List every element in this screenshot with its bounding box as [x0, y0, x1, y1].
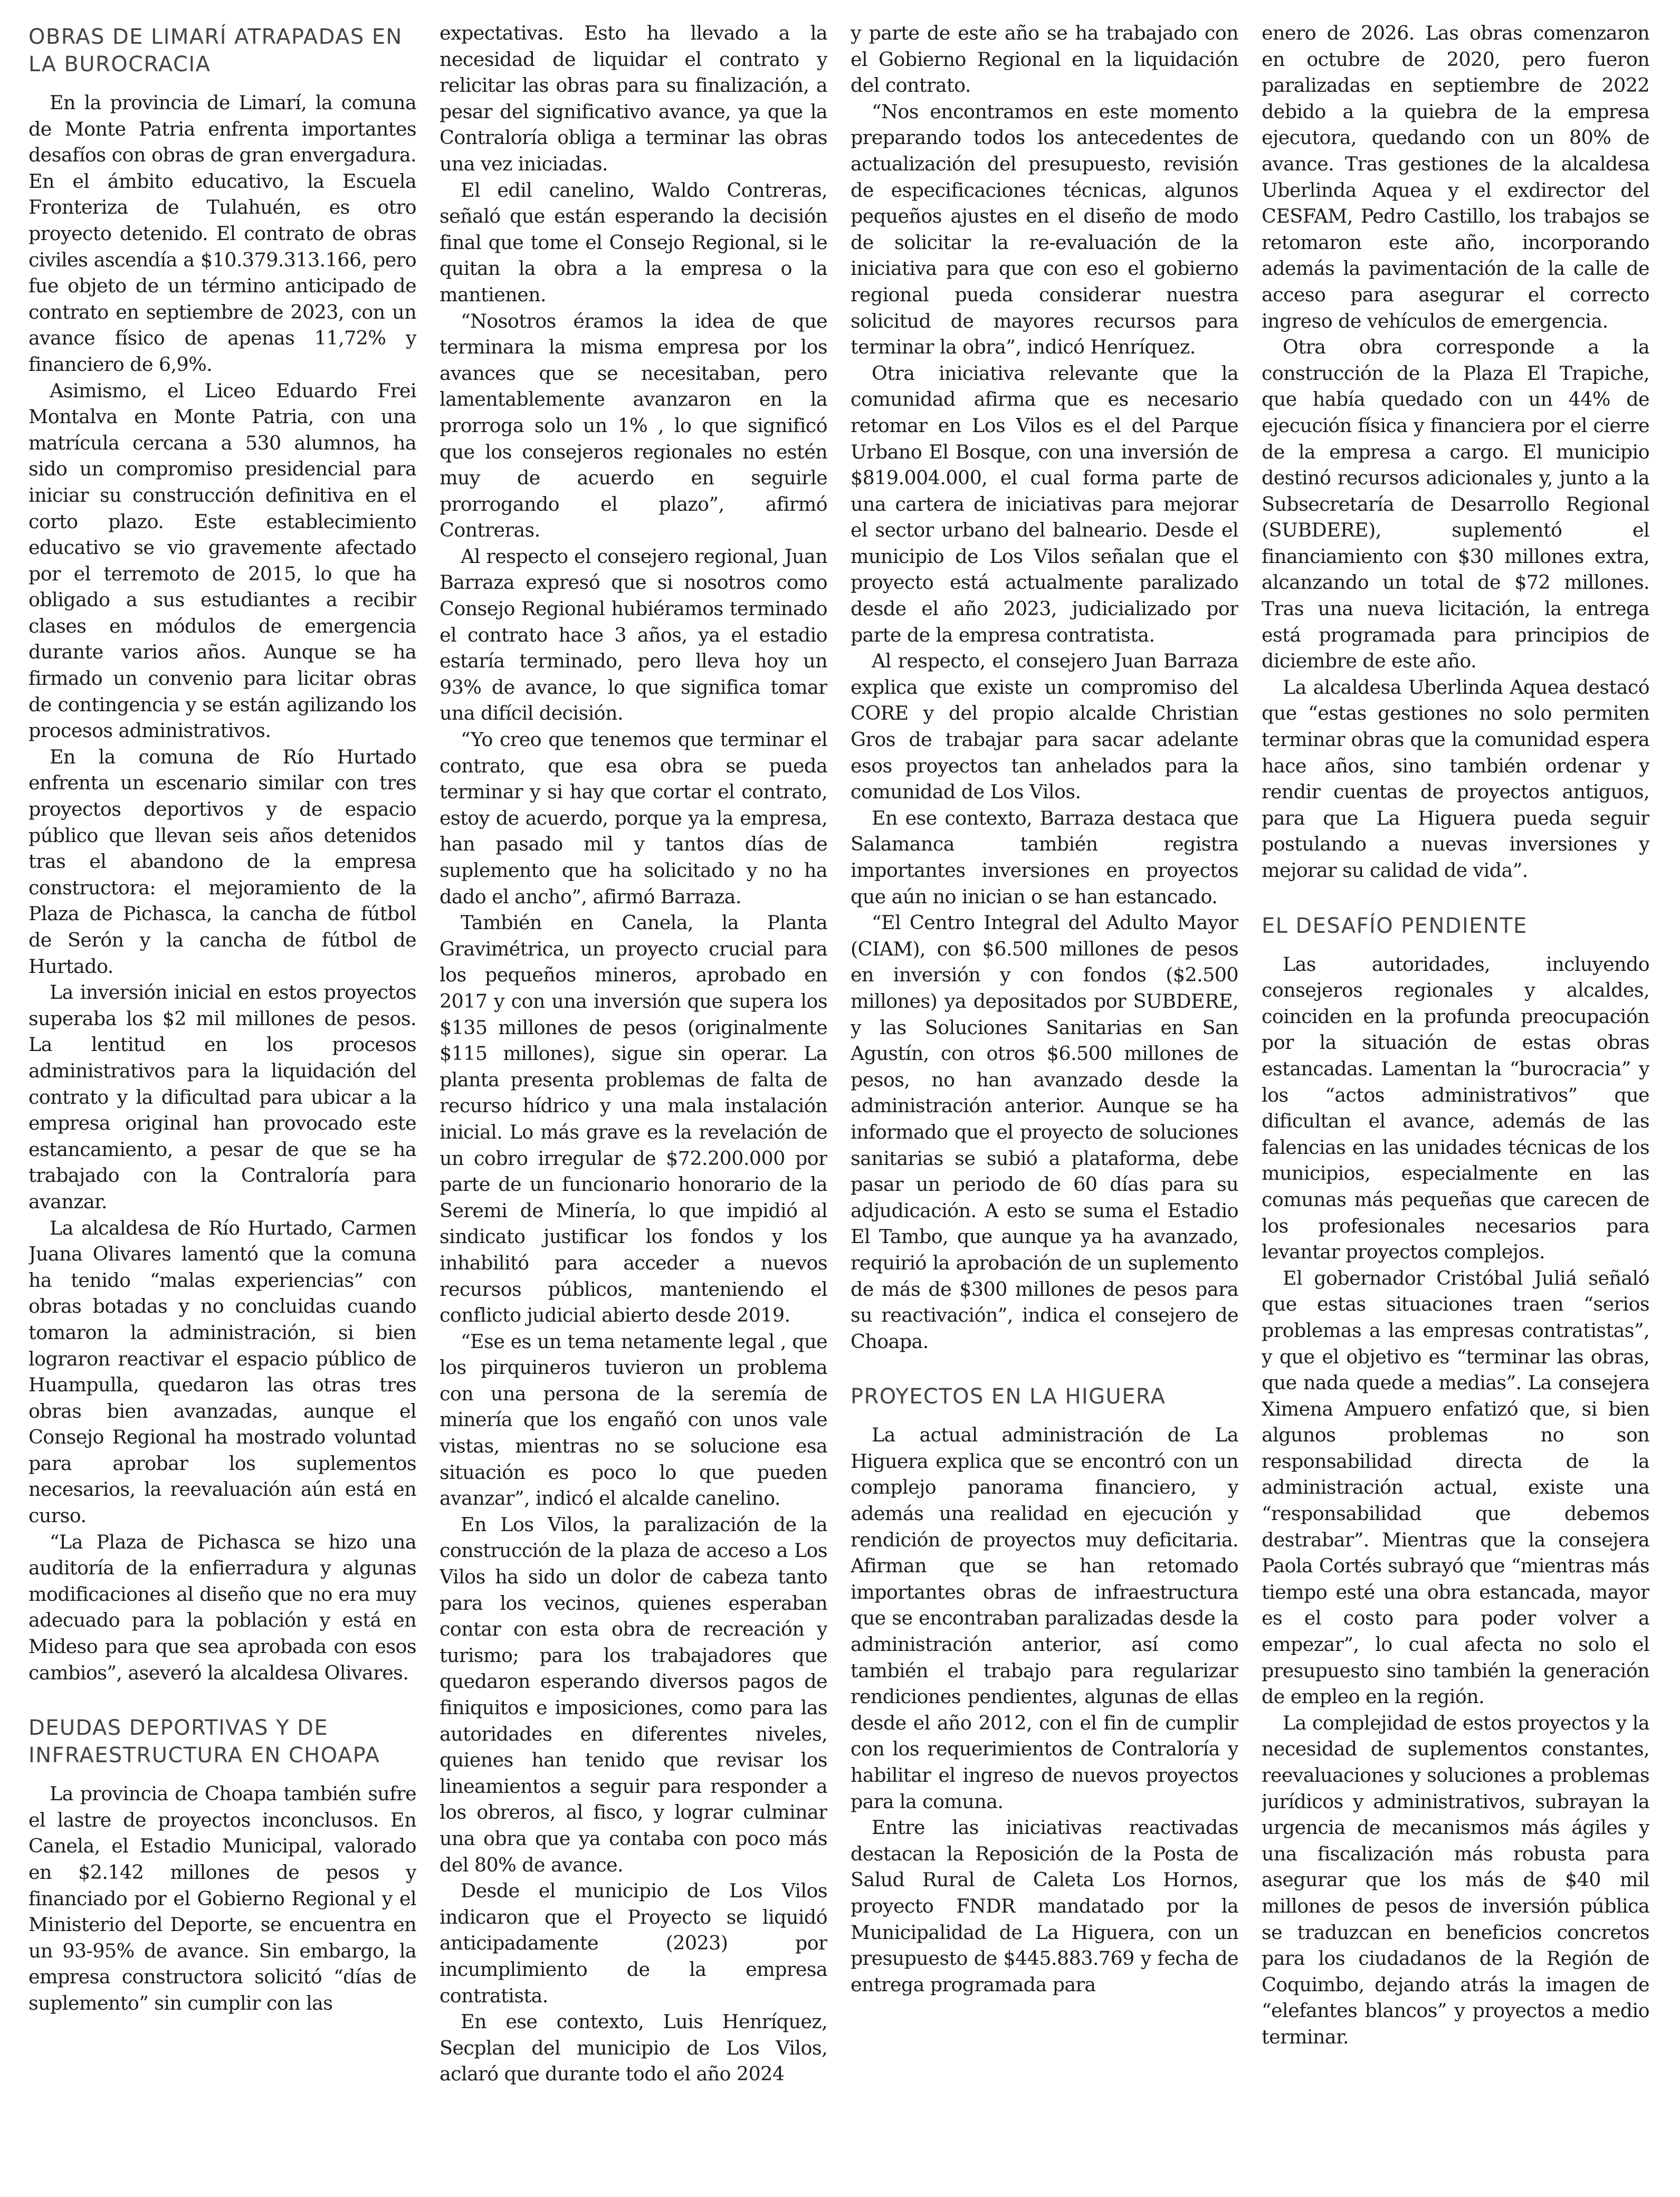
paragraph: “Ese es un tema netamente legal , que los pirquineros tuvieron un problema con una persona de la seremía de minería que los engañó con unos vale vistas, mientras no se solucione esa situación es poco lo que pueden avanzar”, indicó el alcalde canelino. — [440, 1330, 827, 1510]
column-4 — [1262, 20, 1649, 2186]
paragraph: La actual administración de La Higuera explica que se encontró con un complejo panorama financiero, y además una realidad en ejecución y rendición de proyectos muy deficitaria. Afirman que se han retomado importantes obras de infraestructura que se encontraban paralizadas desde la administración anterior, así como también el trabajo para regularizar rendiciones pendientes, algunas de ellas desde el año 2012, con el fin de cumplir con los requerimientos de Contraloría y habilitar el ingreso de nuevos proyectos para la comuna. — [851, 1424, 1238, 1813]
paragraph: En ese contexto, Barraza destaca que Salamanca también registra importantes inversiones en proyectos que aún no inician o se han estancado. — [851, 806, 1238, 908]
paragraph: También en Canela, la Planta Gravimétrica, un proyecto crucial para los pequeños mineros, aprobado en 2017 y con una inversión que supera los $135 millones de pesos (originalmente $115 millones), sigue sin operar. La planta presenta problemas de falta de recurso hídrico y una mala instalación inicial. Lo más grave es la revelación de un cobro irregular de $72.200.000 por parte de un funcionario honorario de la Seremi de Minería, lo que impidió al sindicato justificar los fondos y los inhabilitó para acceder a nuevos recursos públicos, manteniendo el conflicto judicial abierto desde 2019. — [440, 911, 827, 1327]
paragraph: La provincia de Choapa también sufre el lastre de proyectos inconclusos. En Canela, el Estadio Municipal, valorado en $2.142 millones de pesos y financiado por el Gobierno Regional y el Ministerio del Deporte, se encuentra en un 93-95% de avance. Sin embargo, la empresa constructora solicitó “días de suplemento” sin cumplir con las — [28, 1782, 416, 2014]
paragraph: “El Centro Integral del Adulto Mayor (CIAM), con $6.500 millones de pesos en inversión y con fondos ($2.500 millones) ya depositados por SUBDERE, y las Soluciones Sanitarias en San Agustín, con otros $6.500 millones de pesos, no han avanzado desde la administración anterior. Aunque se ha informado que el proyecto de soluciones sanitarias se subió a plataforma, debe pasar un periodo de 60 días para su adjudicación. A esto se suma el Estadio El Tambo, que aunque ya ha avanzado, requirió la aprobación de un suplemento de más de $300 millones de pesos para su reactivación”, indica el consejero de Choapa. — [851, 911, 1238, 1353]
paragraph: La alcaldesa de Río Hurtado, Carmen Juana Olivares lamentó que la comuna ha tenido “malas experiencias” con obras botadas y no concluidas cuando tomaron la administración, si bien lograron reactivar el espacio público de Huampulla, quedaron las otras tres obras bien avanzadas, aunque el Consejo Regional ha mostrado voluntad para aprobar los suplementos necesarios, la reevaluación aún está en curso. — [28, 1216, 416, 1527]
paragraph: Las autoridades, incluyendo consejeros regionales y alcaldes, coinciden en la profunda preocupación por la situación de estas obras estancadas. Lamentan la “burocracia” y los “actos administrativos” que dificultan el avance, además de las falencias en las unidades técnicas de los municipios, especialmente en las comunas más pequeñas que carecen de los profesionales necesarios para levantar proyectos complejos. — [1262, 952, 1649, 1264]
paragraph: Otra iniciativa relevante que la comunidad afirma que es necesario retomar en Los Vilos es el del Parque Urbano El Bosque, con una inversión de $819.004.000, el cual forma parte de una cartera de iniciativas para mejorar el sector urbano del balneario. Desde el municipio de Los Vilos señalan que el proyecto está actualmente paralizado desde el año 2023, judicializado por parte de la empresa contratista. — [851, 361, 1238, 646]
section-heading-desafio: EL DESAFÍO PENDIENTE — [1262, 913, 1528, 938]
paragraph: La complejidad de estos proyectos y la necesidad de suplementos constantes, reevaluaciones y soluciones a problemas jurídicos y administrativos, subrayan la urgencia de mecanismos más ágiles y una fiscalización más robusta para asegurar que los más de $40 mil millones de pesos de inversión pública se traduzcan en beneficios concretos para los ciudadanos de la Región de Coquimbo, dejando atrás la imagen de “elefantes blancos” y proyectos a medio terminar. — [1262, 1711, 1649, 2048]
paragraph: El gobernador Cristóbal Juliá señaló que estas situaciones traen “serios problemas a las empresas contratistas”, y que el objetivo es “terminar las obras, que nada quede a medias”. La consejera Ximena Ampuero enfatizó que, si bien algunos problemas no son responsabilidad directa de la administración actual, existe una “responsabilidad que debemos destrabar”. Mientras que la consejera Paola Cortés subrayó que “mientras más tiempo esté una obra estancada, mayor es el costo para poder volver a empezar”, lo cual afecta no solo el presupuesto sino también la generación de empleo en la región. — [1262, 1266, 1649, 1708]
paragraph: “Nos encontramos en este momento preparando todos los antecedentes de actualización del presupuesto, revisión de especificaciones técnicas, algunos pequeños ajustes en el diseño de modo de solicitar la re-evaluación de la iniciativa para que con eso el gobierno regional pueda considerar nuestra solicitud de mayores recursos para terminar la obra”, indicó Henríquez. — [851, 100, 1238, 359]
paragraph-continued: expectativas. Esto ha llevado a la necesidad de liquidar el contrato y relicitar las obras para su finalización, a pesar del significativo avance, ya que la Contraloría obliga a terminar las obras una vez iniciadas. — [440, 22, 827, 175]
paragraph: Entre las iniciativas reactivadas destacan la Reposición de la Posta de Salud Rural de Caleta Los Hornos, proyecto FNDR mandatado por la Municipalidad de La Higuera, con un presupuesto de $445.883.769 y fecha de entrega programada para — [851, 1816, 1238, 1996]
paragraph: Al respecto, el consejero Juan Barraza explica que existe un compromiso del CORE y del propio alcalde Christian Gros de trabajar para sacar adelante esos proyectos tan anhelados para la comunidad de Los Vilos. — [851, 649, 1238, 804]
paragraph: “Yo creo que tenemos que terminar el contrato, que esa obra se pueda terminar y si hay que cortar el contrato, estoy de acuerdo, porque ya la empresa, han pasado mil y tantos días de suplemento que ha solicitado y no ha dado el ancho”, afirmó Barraza. — [440, 728, 827, 908]
paragraph: Al respecto el consejero regional, Juan Barraza expresó que si nosotros como Consejo Regional hubiéramos terminado el contrato hace 3 años, ya el estadio estaría terminado, pero lleva hoy un 93% de avance, lo que significa tomar una difícil decisión. — [440, 545, 827, 725]
paragraph: En ese contexto, Luis Henríquez, Secplan del municipio de Los Vilos, aclaró que durante todo el año 2024 — [440, 2010, 827, 2086]
paragraph-continued: enero de 2026. Las obras comenzaron en octubre de 2020, pero fueron paralizadas en septiembre de 2022 debido a la quiebra de la empresa ejecutora, quedando con un 80% de avance. Tras gestiones de la alcaldesa Uberlinda Aquea y el exdirector del CESFAM, Pedro Castillo, los trabajos se retomaron este año, incorporando además la pavimentación de la calle de acceso para asegurar el correcto ingreso de vehículos de emergencia. — [1262, 22, 1649, 332]
section-heading-la-higuera: PROYECTOS EN LA HIGUERA — [851, 1384, 1166, 1409]
paragraph: “La Plaza de Pichasca se hizo una auditoría de la enfierradura y algunas modificaciones al diseño que no era muy adecuado para la población y está en Mideso para que sea aprobada con esos cambios”, aseveró la alcaldesa Olivares. — [28, 1530, 416, 1684]
paragraph: En la provincia de Limarí, la comuna de Monte Patria enfrenta importantes desafíos con obras de gran envergadura. En el ámbito educativo, la Escuela Fronteriza de Tulahuén, es otro proyecto detenido. El contrato de obras civiles ascendía a $10.379.313.166, pero fue objeto de un término anticipado de contrato en septiembre de 2023, con un avance físico de apenas 11,72% y financiero de 6,9%. — [28, 91, 416, 376]
paragraph: La inversión inicial en estos proyectos superaba los $2 mil millones de pesos. La lentitud en los procesos administrativos para la liquidación del contrato y la dificultad para ubicar a la empresa original han provocado este estancamiento, a pesar de que se ha trabajado con la Contraloría para avanzar. — [28, 981, 416, 1213]
paragraph: Asimismo, el Liceo Eduardo Frei Montalva en Monte Patria, con una matrícula cercana a 530 alumnos, ha sido un compromiso presidencial para iniciar su construcción definitiva en el corto plazo. Este establecimiento educativo se vio gravemente afectado por el terremoto de 2015, lo que ha obligado a sus estudiantes a recibir clases en módulos de emergencia durante varios años. Aunque se ha firmado un convenio para licitar obras de contingencia y se están agilizando los procesos administrativos. — [28, 379, 416, 742]
paragraph: Otra obra corresponde a la construcción de la Plaza El Trapiche, que había quedado con un 44% de ejecución física y financiera por el cierre de la empresa a cargo. El municipio destinó recursos adicionales y, junto a la Subsecretaría de Desarrollo Regional (SUBDERE), suplementó el financiamiento con $30 millones extra, alcanzando un total de $72 millones. Tras una nueva licitación, la entrega está programada para principios de diciembre de este año. — [1262, 336, 1649, 673]
paragraph: En la comuna de Río Hurtado enfrenta un escenario similar con tres proyectos deportivos y de espacio público que llevan seis años detenidos tras el abandono de la empresa constructora: el mejoramiento de la Plaza de Pichasca, la cancha de fútbol de Serón y la cancha de fútbol de Hurtado. — [28, 745, 416, 978]
section-heading-choapa: DEUDAS DEPORTIVAS Y DE INFRAESTRUCTURA EN CHOAPA — [28, 1716, 380, 1768]
column-1 — [28, 20, 416, 2186]
paragraph: La alcaldesa Uberlinda Aquea destacó que “estas gestiones no solo permiten terminar obras que la comunidad espera hace años, sino también ordenar y rendir cuentas de proyectos antiguos, para que La Higuera pueda seguir postulando a nuevas inversiones y mejorar su calidad de vida”. — [1262, 675, 1649, 882]
paragraph: El edil canelino, Waldo Contreras, señaló que están esperando la decisión final que tome el Consejo Regional, si le quitan la obra a la empresa o la mantienen. — [440, 178, 827, 306]
paragraph: “Nosotros éramos la idea de que terminara la misma empresa por los avances que se necesitaban, pero lamentablemente avanzaron en la prorroga solo un 1% , lo que significó que los consejeros regionales no estén muy de acuerdo en seguirle prorrogando el plazo”, afirmó Contreras. — [440, 309, 827, 542]
column-2 — [440, 20, 827, 2186]
paragraph: En Los Vilos, la paralización de la construcción de la plaza de acceso a Los Vilos ha sido un dolor de cabeza tanto para los vecinos, quienes esperaban contar con esta obra de recreación y turismo; para los trabajadores que quedaron esperando diversos pagos de finiquitos e imposiciones, como para las autoridades en diferentes niveles, quienes han tenido que revisar los lineamientos a seguir para responder a los obreros, al fisco, y lograr culminar una obra que ya contaba con poco más del 80% de avance. — [440, 1513, 827, 1876]
paragraph-continued: y parte de este año se ha trabajado con el Gobierno Regional en la liquidación del contrato. — [851, 22, 1238, 97]
section-heading-limari: OBRAS DE LIMARÍ ATRAPADAS EN LA BUROCRACIA — [28, 25, 403, 77]
paragraph: Desde el municipio de Los Vilos indicaron que el Proyecto se liquidó anticipadamente (2023) por incumplimiento de la empresa contratista. — [440, 1879, 827, 2007]
column-3 — [851, 20, 1238, 2186]
